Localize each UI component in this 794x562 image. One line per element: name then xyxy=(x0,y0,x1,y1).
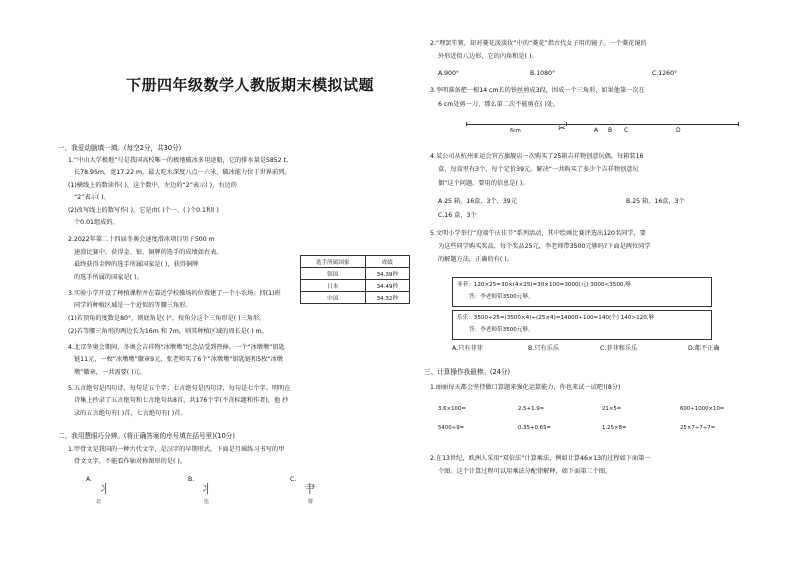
table-header-cell: 选手所属国家 xyxy=(301,256,366,268)
wire-line xyxy=(466,124,738,125)
page-title: 下册四年级数学人教版期末模拟试题 xyxy=(126,76,375,94)
s2-q1-line-a: 1.甲骨文是我国的一种古代文字，是汉字的早期形式。下面是月瑶练习书写的甲 xyxy=(68,446,285,453)
solution-box-feifei xyxy=(452,277,712,307)
table-row xyxy=(301,268,410,280)
r-q4-option-b: B.25 箱，16盒，3个 xyxy=(626,198,685,205)
r-q2-line-a: 2.“理罢笙簧，却对菱花淡淡妆”中的“菱花”指古代女子用的镜子。一个菱花镜的 xyxy=(430,40,647,47)
oracle-glyph-a-icon: ⺦ xyxy=(98,482,111,496)
option-c-label: C. xyxy=(290,476,297,483)
s3-q1-line: 1.丽丽每天都会坚持做口算题来强化运算能力，你也来试一试吧!(8分) xyxy=(430,384,621,391)
s3-q2-line-a: 2.在13世纪，欧洲人采用“双倍法”计算乘法，例如计算46×13的过程如下面第一 xyxy=(430,455,651,462)
s2-q1-line-b: 骨文文字，不能看作轴对称图形的是( )。 xyxy=(74,458,186,465)
glyph-c-caption: 射 xyxy=(308,499,314,505)
table-row xyxy=(301,280,410,292)
r-q5-option-a: A.只有菲菲 xyxy=(452,345,483,352)
section-3-heading: 三、计算操作我最棒。(24分) xyxy=(424,368,511,376)
q5-line-c: 录的五言绝句有( )首，七言绝句有( )首。 xyxy=(74,410,187,417)
r-q5-line-b: 为这些同学购买奖品，每个奖品25元，李老师带3500元够吗?下面是两位同学 xyxy=(438,243,651,250)
calc-r1-c4: 600÷1000×10= xyxy=(680,406,725,412)
ruler-mark-a: A xyxy=(594,127,599,134)
q1-part2-b: 个0.01组成的。 xyxy=(74,219,119,226)
r-q5-line-c: 的解题方法，正确的有( )。 xyxy=(438,256,513,263)
option-a-label: A. xyxy=(86,476,93,483)
wire-end-tick xyxy=(738,122,739,126)
table-cell: 日本 xyxy=(301,280,366,292)
r-q2-line-b: 外形近似八边形，它的内角和是( )。 xyxy=(438,53,538,60)
r-q3-line-b: 6 cm处剪一刀，那么第二次不能剪在( )处。 xyxy=(438,101,560,108)
table-header-row xyxy=(301,256,410,268)
q1-line-a: 1.“中山大学极地”号是我国高校唯一的极地破冰多用途船，它的排水量是5852 t, xyxy=(68,157,289,164)
section-2-heading: 二、我用慧眼巧分辨。(将正确答案的序号填在括号里)(10分) xyxy=(58,432,235,440)
oracle-glyph-c-icon: ⺺ xyxy=(304,482,317,496)
table-cell: 34.39秒 xyxy=(365,268,410,280)
r-q5-option-c: C.菲菲和乐乐 xyxy=(600,345,638,352)
table-cell: 34.32秒 xyxy=(365,292,410,304)
q2-line-a: 2.2022年第二十四届冬奥会速度滑冰项目男子500 m xyxy=(68,236,215,243)
q2-line-b: 速滑比赛中，获得金、银、铜牌的选手的成绩如右表。 xyxy=(74,249,223,256)
ruler-6cm-label: 6cm xyxy=(510,128,521,134)
box1-line-b: 答：李老师带3500元够。 xyxy=(469,294,534,300)
ruler-mark-d: D xyxy=(676,127,681,134)
q5-line-a: 5.五言绝句是四句诗，每句是五个字；七言绝句是四句诗，每句是七个字。明明在 xyxy=(68,385,291,392)
speed-skating-table xyxy=(300,255,410,304)
table-cell: 34.49秒 xyxy=(365,280,410,292)
r-q4-option-a: A.25 箱，16盒，3个，39元 xyxy=(438,198,517,205)
glyph-a-caption: 北 xyxy=(96,499,102,505)
q4-line-c: 墩”徽章，一共需要( )元。 xyxy=(74,369,146,376)
q1-part1-a: (1)横线上的数读作( )，这个数中，左边的“2”表示( )，右边的 xyxy=(68,182,237,189)
option-b-label: B. xyxy=(188,476,195,483)
wire-cut-tick xyxy=(566,122,567,126)
r-q4-line-c: 偶”这个问题，要用的信息是( )。 xyxy=(438,180,529,187)
calc-r2-c3: 1.25×8= xyxy=(602,425,627,431)
ruler-mark-b: B xyxy=(608,127,613,134)
q1-part1-b: “2”表示( )。 xyxy=(74,194,110,201)
q1-line-b: 长78.95m，宽17.22 m，最大吃水深度八点一六米，破冰能力位于世界前列。 xyxy=(74,169,291,176)
wire-start-tick xyxy=(466,122,467,126)
table-row xyxy=(301,292,410,304)
r-q4-line-b: 盒，每盒里有3个，每个定价39元。解决“一共购买了多少个吉祥物创意玩 xyxy=(438,166,639,173)
q1-part2-a: (2)改写线上的数写作( )，它是由( )个一、( )个0.1和( ) xyxy=(68,207,219,214)
calc-r1-c2: 2.5+1.9= xyxy=(518,406,545,412)
solution-box-lele xyxy=(452,310,712,340)
r-q5-option-d: D.都不正确 xyxy=(688,345,720,352)
q5-line-b: 诗集上抄录了五言绝句和七言绝句共8首，共176个字(不含标题和作者)，他 抄 xyxy=(74,397,289,404)
glyph-b-caption: 比 xyxy=(204,499,210,505)
r-q4-line-a: 4.某公司从杭州亚运会官方旗舰店一次购买了25箱吉祥物创意玩偶，每箱装16 xyxy=(430,153,644,160)
section-1-heading: 一、我爱动脑填一填。(每空2分，共30分) xyxy=(58,144,182,152)
table-cell: 中国 xyxy=(301,292,366,304)
table-header-cell: 成绩 xyxy=(365,256,410,268)
q2-line-d: 的选手所属的国家是( )。 xyxy=(74,274,143,281)
calc-r1-c3: 21×5= xyxy=(602,406,622,412)
q3-part2: (2)若等腰三角形的两边长为16m 和 7m，则其种植区域的周长是( ) m。 xyxy=(68,328,268,335)
table-cell: 韩国 xyxy=(301,268,366,280)
right-column xyxy=(424,0,790,562)
q4-line-b: 链11元，一枚“冰墩墩”徽章9元，张老师买了6个“冰墩墩”钥匙链和5枚“冰墩 xyxy=(74,356,283,363)
calc-r2-c1: 5400÷9= xyxy=(438,425,465,431)
box2-line-b: 答：李老师带3500元够。 xyxy=(469,327,534,333)
r-q3-line-a: 3.李明准备把一根14 cm长的铁丝剪成3段，围成一个三角形，如果他第一次在 xyxy=(430,87,645,94)
r-q5-line-a: 5.文明小学举行“迎端午庆佳节”系列活动，其中绘画比赛评选出120名同学，要 xyxy=(430,230,646,237)
q3-part1: (1)若顶角的度数是80°，则底角是( )°，按角分这个三角形是( )三角形。 xyxy=(68,315,266,322)
r-q2-option-c: C.1260° xyxy=(652,70,678,77)
s3-q2-line-b: 个图。这个计算过程可以用乘法分配律解释，如下面第二个图。 xyxy=(438,468,612,475)
q3-line-b: 同学的种植区域是一个近似的等腰三角形。 xyxy=(74,302,192,309)
q4-line-a: 4.北京冬奥会期间，冬奥会吉祥物“冰墩墩”纪念品受到热捧。一个“冰墩墩”钥匙 xyxy=(68,344,285,351)
box2-line-a: 乐乐：3500÷25=(3500×4)÷(25×4)=14000÷100=140(个) 140>120,够 xyxy=(457,315,655,321)
q3-line-a: 3.实验小学开设了种植课程并在靠近学校操场的位置建了一个小农场。四(1)班 xyxy=(68,290,281,297)
q2-line-c: 最终获得金牌的选手所属国家是( )，获得铜牌 xyxy=(74,261,199,268)
calc-r2-c2: 0.35+0.65= xyxy=(518,425,552,431)
calc-r2-c4: 25×7÷7÷7= xyxy=(680,425,716,431)
calc-r1-c1: 3.6×100= xyxy=(438,406,466,412)
oracle-glyph-b-icon: ⺦ xyxy=(200,482,213,496)
r-q2-option-b: B.1080° xyxy=(530,70,556,77)
r-q4-option-c: C.16 盒，3个 xyxy=(438,212,477,219)
r-q5-option-b: B.只有乐乐 xyxy=(528,345,559,352)
left-column xyxy=(46,0,406,562)
ruler-mark-c: C xyxy=(624,127,629,134)
scissors-icon: ✂ xyxy=(558,124,566,134)
box1-line-a: 菲菲：120×25=30×(4×25)=30×100=3000(元) 3000<3500,够 xyxy=(457,282,631,288)
r-q2-option-a: A.900° xyxy=(438,70,459,77)
